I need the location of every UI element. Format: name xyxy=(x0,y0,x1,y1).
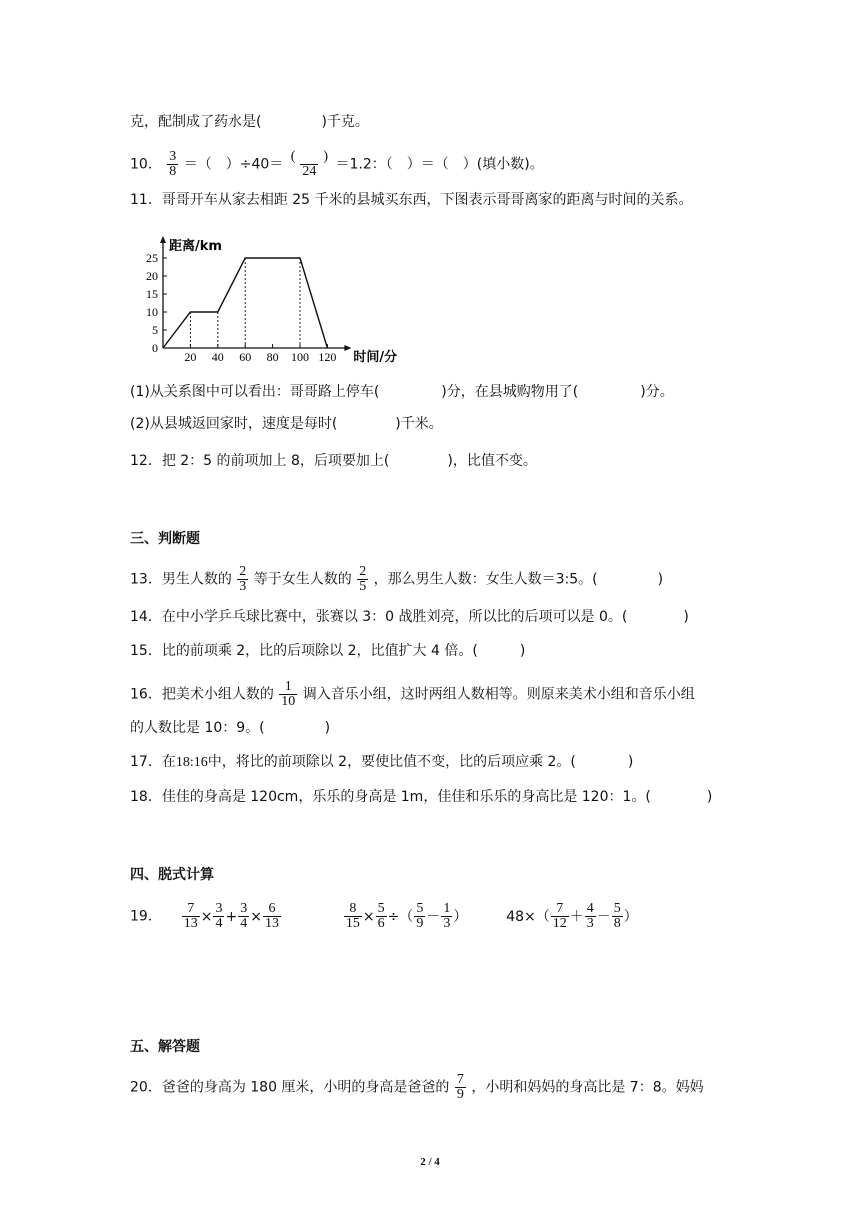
q19: 19． $\frac{7}{13}$ × $\frac{3}{4}$ + $\frac{3}{4}$ × $\frac{6}{13}$ $\frac{8}{15}$ × $\frac{5}{6}$ ÷（ $\frac{5}{9}$ － $\frac{1}{3}$ ） 48×（ $\frac{7}{12}$ ＋ $\frac{4}{3}$ － $\frac{5}{8}$ ） xyxy=(130,901,638,931)
q13: 13．男生人数的 $\frac{2}{3}$ 等于女生人数的 $\frac{2}{5}$ ，那么男生人数：女生人数＝3:5。( ) xyxy=(130,564,664,594)
fraction: $\frac{7}{9}$ xyxy=(456,1072,464,1102)
q16-line2: 的人数比是 10：9。( ) xyxy=(130,720,331,736)
expression-3: 48×（ $\frac{7}{12}$ ＋ $\frac{4}{3}$ － $\frac{5}{8}$ ） xyxy=(506,901,638,931)
expression-2: $\frac{8}{15}$ × $\frac{5}{6}$ ÷（ $\frac{5}{9}$ － $\frac{1}{3}$ ） xyxy=(345,901,468,931)
x-tick-label: 40 xyxy=(211,350,224,364)
q9-tail: 克，配制成了药水是( )千克。 xyxy=(130,114,369,130)
q16-line1: 16．把美术小组人数的 $\frac{1}{10}$ 调入音乐小组，这时两组人数相等。则原来美术小组和音乐小组 xyxy=(130,679,695,709)
y-axis-arrow xyxy=(160,236,166,243)
q18: 18．佳佳的身高是 120cm，乐乐的身高是 1m，佳佳和乐乐的身高比是 120：1。( ) xyxy=(130,789,713,805)
q11-sub2: (2)从县城返回家时，速度是每时( )千米。 xyxy=(130,416,443,432)
q12: 12．把 2：5 的前项加上 8，后项要加上( )，比值不变。 xyxy=(130,453,537,469)
y-tick-label: 0 xyxy=(152,341,158,355)
fraction: $\frac{2}{3}$ xyxy=(239,564,247,594)
fraction: $\frac{3}{8}$ xyxy=(169,149,177,179)
page-number: 2 / 4 xyxy=(420,1156,440,1168)
q11-text: 11．哥哥开车从家去相距 25 千米的县城买东西，下图表示哥哥离家的距离与时间的关系。 xyxy=(130,192,693,208)
q17: 17．在18:16中，将比的前项除以 2，要使比值不变，比的后项应乘 2。( ) xyxy=(130,754,634,770)
section-judgement-title: 三、判断题 xyxy=(130,531,200,547)
q14: 14．在中小学乒乓球比赛中，张赛以 3：0 战胜刘亮，所以比的后项可以是 0。( ) xyxy=(130,609,689,625)
y-tick-label: 15 xyxy=(146,287,158,301)
x-tick-label: 80 xyxy=(266,350,279,364)
y-tick-label: 5 xyxy=(152,323,158,337)
x-axis-arrow xyxy=(344,345,351,351)
x-tick-label: 100 xyxy=(291,350,309,364)
fraction: $\frac{2}{5}$ xyxy=(359,564,367,594)
y-axis-label: 距离/km xyxy=(169,239,222,254)
q15: 15．比的前项乘 2，比的后项除以 2，比值扩大 4 倍。( ) xyxy=(130,643,526,659)
y-tick-label: 20 xyxy=(146,269,158,283)
x-tick-label: 120 xyxy=(318,350,337,364)
q11-sub1: (1)从关系图中可以看出：哥哥路上停车( )分，在县城购物用了( )分。 xyxy=(130,384,674,400)
distance-time-chart xyxy=(143,224,403,364)
fraction: $\frac{1}{10}$ xyxy=(281,679,296,709)
x-tick-label: 20 xyxy=(184,350,197,364)
q10: 10． $\frac{3}{8}$ ＝（ ）÷40＝ $\frac{( )}{24}$ ＝1.2：（ ）＝（ ）(填小数)。 xyxy=(130,149,544,179)
section-solve-title: 五、解答题 xyxy=(130,1039,200,1055)
chart-labels xyxy=(146,238,397,364)
fraction: $\frac{( )}{24}$ xyxy=(290,149,329,179)
section-calc-title: 四、脱式计算 xyxy=(130,867,214,883)
x-tick-label: 60 xyxy=(239,350,252,364)
chart-drops xyxy=(190,258,300,348)
q20: 20．爸爸的身高为 180 厘米，小明的身高是爸爸的 $\frac{7}{9}$ ，小明和妈妈的身高比是 7：8。妈妈 xyxy=(130,1072,704,1102)
expression-1: $\frac{7}{13}$ × $\frac{3}{4}$ + $\frac{3}{4}$ × $\frac{6}{13}$ xyxy=(183,901,279,931)
y-tick-label: 25 xyxy=(146,251,158,265)
y-tick-label: 10 xyxy=(146,305,158,319)
x-axis-label: 时间/分 xyxy=(353,350,398,364)
